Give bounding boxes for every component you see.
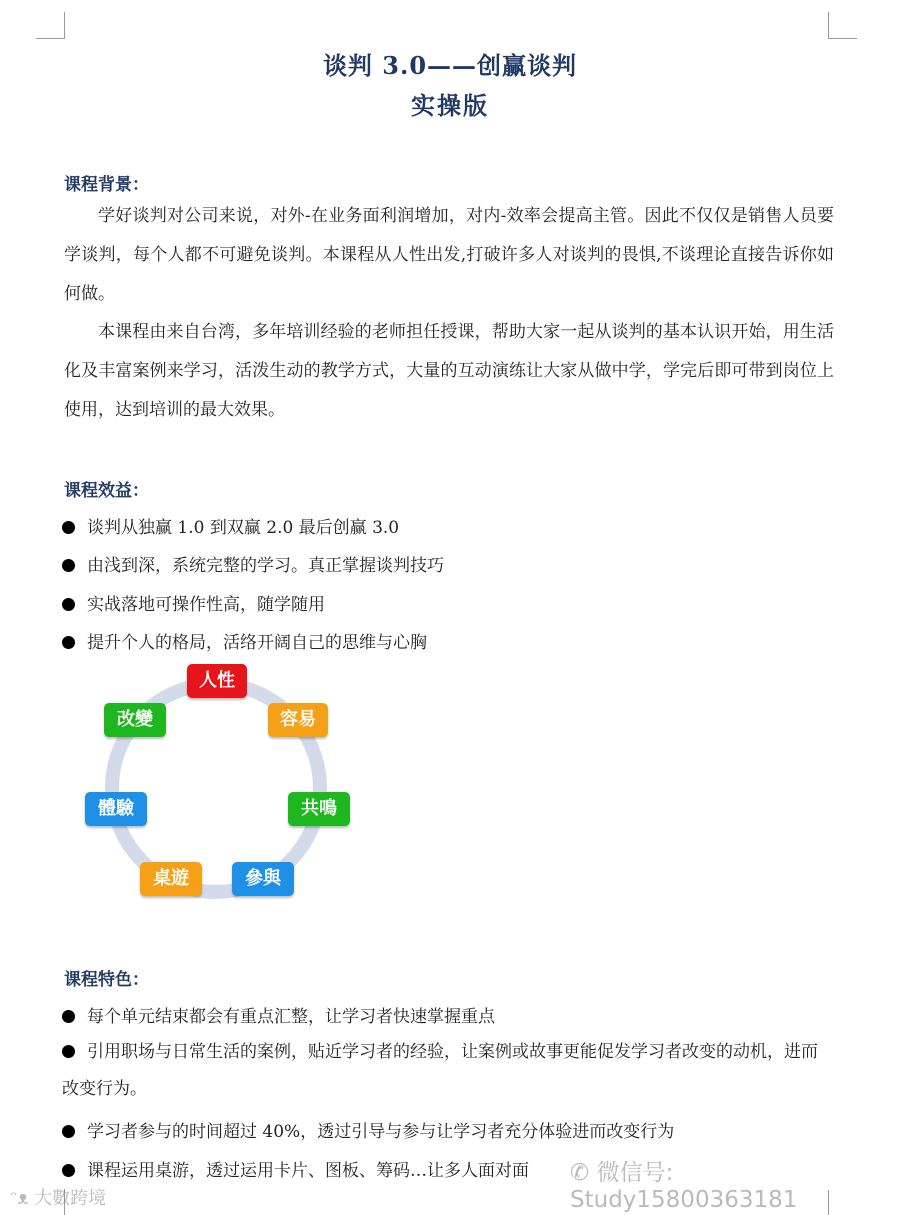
cycle-node-board-games: 桌遊	[140, 862, 202, 896]
document-subtitle: 实操版	[411, 91, 489, 120]
crop-mark-top-right	[828, 12, 857, 39]
background-heading: 课程背景：	[64, 175, 149, 195]
benefit-item: 谈判从独赢 1.0 到双赢 2.0 最后创赢 3.0	[62, 513, 399, 538]
benefits-heading: 课程效益：	[64, 481, 149, 501]
background-paragraph-2: 本课程由来自台湾，多年培训经验的老师担任授课，帮助大家一起从谈判的基本认识开始，用生活化及丰富案例来学习，活泼生动的教学方式，大量的互动演练让大家从做中学，学完后即可带到岗位上使用，达到培训的最大效果。	[64, 322, 834, 420]
cycle-node-experience: 體驗	[85, 792, 147, 826]
features-heading: 课程特色：	[64, 970, 149, 990]
brand-logo-icon: ᵔᴥ	[10, 1188, 29, 1209]
bullet-icon	[62, 521, 75, 534]
feature-item: 每个单元结束都会有重点汇整，让学习者快速掌握重点	[62, 1002, 495, 1027]
course-cycle-diagram	[80, 662, 380, 912]
document-title: 谈判 3.0——创赢谈判	[322, 51, 578, 80]
wechat-icon: ✆	[570, 1160, 590, 1186]
benefit-item: 实战落地可操作性高，随学随用	[62, 590, 325, 615]
cycle-node-resonance: 共鳴	[288, 792, 350, 826]
brand-watermark: ᵔᴥ 大數跨境	[10, 1188, 107, 1209]
benefit-item: 由浅到深，系统完整的学习。真正掌握谈判技巧	[62, 551, 444, 576]
crop-mark-top-left	[36, 12, 65, 39]
feature-item: 学习者参与的时间超过 40%，透过引导与参与让学习者充分体验进而改变行为	[62, 1117, 674, 1142]
bullet-icon	[62, 1010, 75, 1023]
wechat-watermark: ✆ 微信号: Study15800363181	[570, 1160, 798, 1213]
bullet-icon	[62, 636, 75, 649]
feature-item: 课程运用桌游，透过运用卡片、图板、筹码…让多人面对面	[62, 1156, 529, 1181]
bullet-icon	[62, 1164, 75, 1177]
background-paragraph-1: 学好谈判对公司来说，对外-在业务面利润增加，对内-效率会提高主管。因此不仅仅是销售人员要学谈判，每个人都不可避免谈判。本课程从人性出发,打破许多人对谈判的畏惧,不谈理论直接告诉你如何做。	[64, 206, 834, 304]
bullet-icon	[62, 1045, 75, 1058]
cycle-node-change: 改變	[104, 703, 166, 737]
cycle-node-participation: 參與	[232, 862, 294, 896]
benefit-item: 提升个人的格局，活络开阔自己的思维与心胸	[62, 628, 427, 653]
bullet-icon	[62, 598, 75, 611]
bullet-icon	[62, 1125, 75, 1138]
feature-item: 引用职场与日常生活的案例，贴近学习者的经验，让案例或故事更能促发学习者改变的动机，进而改变行为。	[62, 1042, 818, 1099]
cycle-node-easy: 容易	[268, 703, 328, 737]
cycle-ring	[80, 662, 380, 912]
cycle-node-humanity: 人性	[187, 664, 247, 698]
bullet-icon	[62, 559, 75, 572]
